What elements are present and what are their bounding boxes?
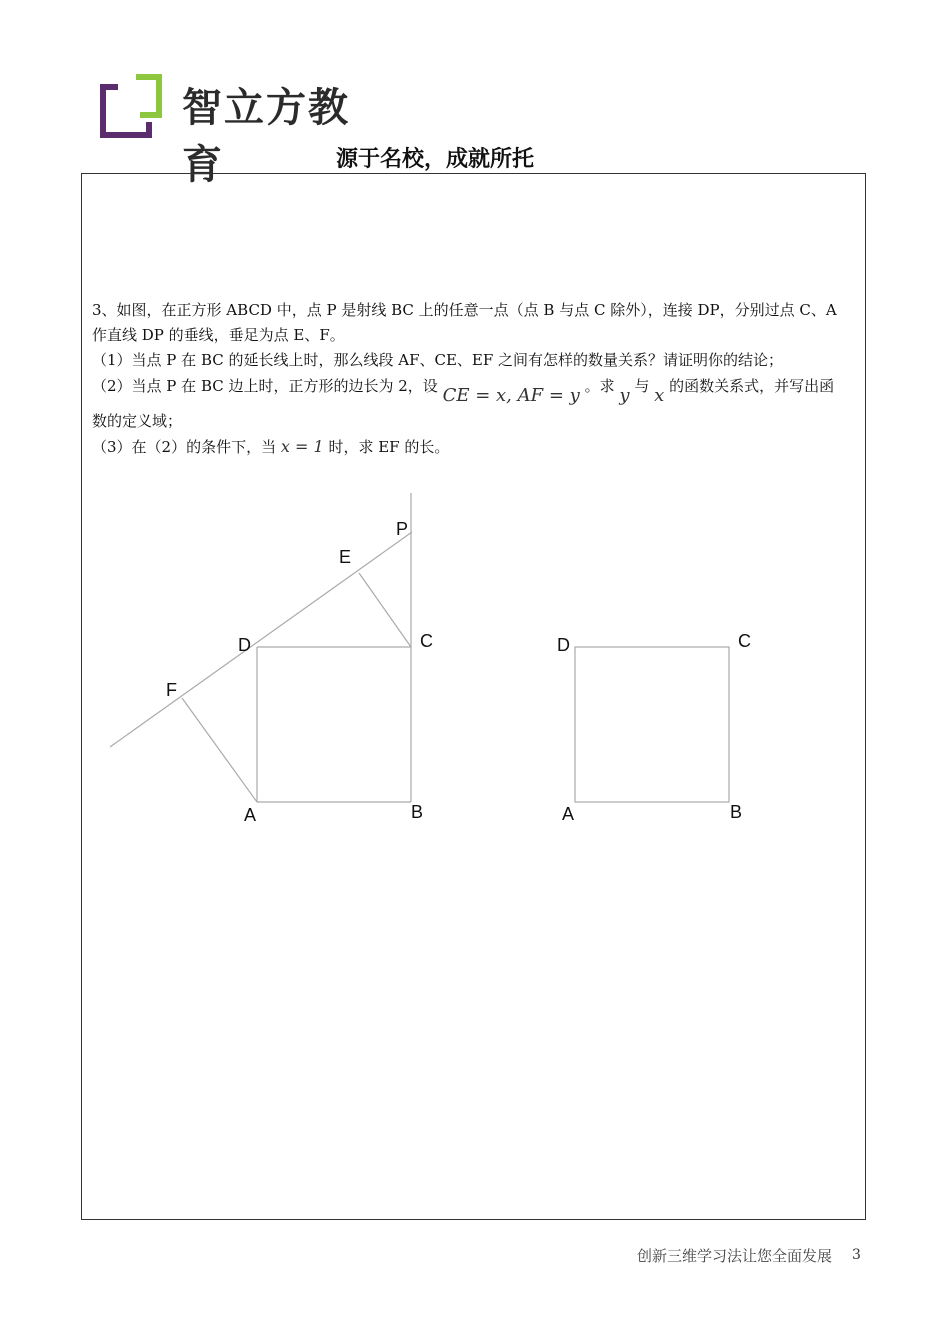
problem-line-2: 作直线 DP 的垂线，垂足为点 E、F。 — [92, 326, 345, 344]
label-f: F — [166, 680, 177, 700]
line-dp-extended — [110, 532, 412, 747]
label-d: D — [238, 635, 251, 655]
segment-af — [182, 698, 257, 802]
label-a-2: A — [562, 804, 575, 824]
part2-formula: CE = x, AF = y — [442, 385, 580, 406]
label-b-2: B — [730, 802, 743, 822]
part2-text-c: 与 — [634, 377, 650, 395]
square-abcd — [575, 647, 729, 802]
problem-line-1: 3、如图，在正方形 ABCD 中，点 P 是射线 BC 上的任意一点（点 B 与点 C 除外），连接 DP，分别过点 C、A — [92, 301, 837, 319]
brand-name: 智立方教育 — [182, 85, 350, 188]
figure-2 — [575, 647, 729, 802]
part2-text-b: 。求 — [584, 377, 615, 395]
part3-formula: x = 1 — [280, 437, 324, 456]
page-slogan: 源于名校，成就所托 — [335, 147, 534, 172]
part2-text-d: 的函数关系式，并写出函 — [669, 377, 835, 395]
label-a: A — [244, 805, 257, 825]
problem-part-2-end: 数的定义域； — [92, 412, 183, 430]
label-c: C — [420, 631, 433, 651]
part2-var-y: y — [619, 385, 630, 406]
footer-tagline: 创新三维学习法让您全面发展 — [636, 1247, 832, 1265]
part3-text-b: 时，求 EF 的长。 — [328, 438, 450, 456]
page-number: 3 — [852, 1247, 861, 1263]
label-b: B — [411, 802, 424, 822]
problem-part-1: （1）当点 P 在 BC 的延长线上时，那么线段 AF、CE、EF 之间有怎样的数量关系？请证明你的结论； — [92, 351, 784, 369]
part2-var-x: x — [654, 385, 665, 406]
part3-text-a: （3）在（2）的条件下，当 — [92, 438, 277, 456]
segment-ce — [359, 573, 411, 647]
part2-text-a: （2）当点 P 在 BC 边上时，正方形的边长为 2，设 — [92, 377, 438, 395]
label-c-2: C — [738, 631, 751, 651]
figure-1-labels — [166, 519, 433, 825]
figure-2-labels — [557, 631, 751, 824]
label-d-2: D — [557, 635, 570, 655]
label-p: P — [396, 519, 409, 539]
label-e: E — [339, 547, 352, 567]
figure-1 — [110, 493, 412, 802]
